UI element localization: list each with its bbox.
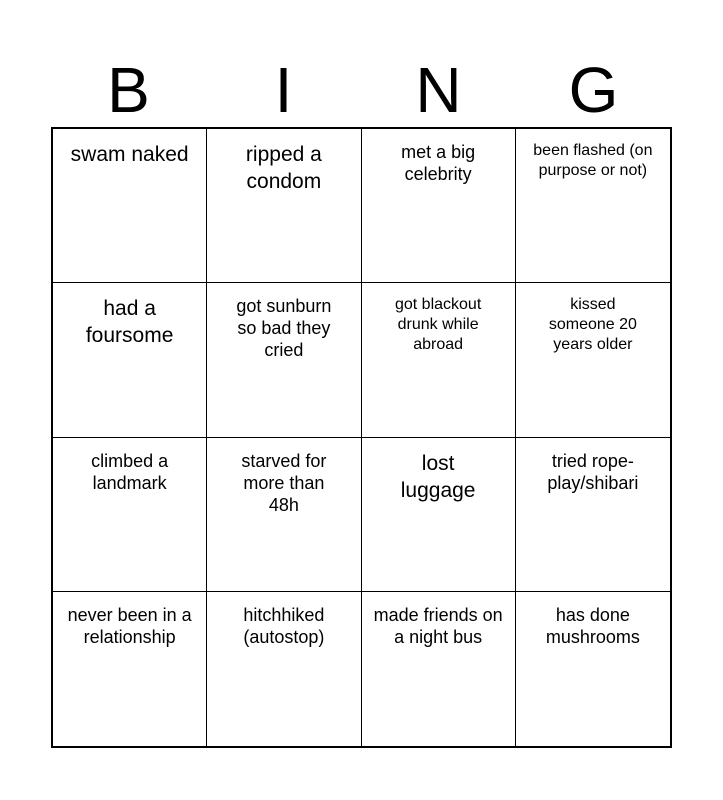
header-letter-b: B [107,54,150,126]
cell-label: got blackout drunk while abroad [394,296,482,354]
bingo-cell[interactable] [53,438,207,592]
cell-label: starved for more than 48h [241,450,327,515]
cell-label: has done mushrooms [545,604,640,647]
bingo-cell[interactable] [516,438,670,592]
bingo-cell[interactable] [53,592,207,746]
cell-label: had a foursome [85,297,174,348]
cell-label: climbed a landmark [91,450,169,493]
header-letter-n: N [415,54,462,126]
bingo-cell[interactable] [207,283,361,437]
bingo-cell[interactable] [362,438,516,592]
cell-label: never been in a relationship [67,604,192,647]
cell-label: got sunburn so bad they cried [236,296,332,361]
bingo-board [51,127,672,748]
cell-label: kissed someone 20 years older [548,296,637,354]
cell-label: been flashed (on purpose or not) [533,142,653,179]
header-letter-g: G [568,54,619,126]
cell-label: lost luggage [400,451,476,502]
bingo-cell[interactable] [362,283,516,437]
cell-label: tried rope-play/shibari [547,450,639,493]
cell-label: hitchhiked (autostop) [243,604,325,647]
bingo-cell[interactable] [516,129,670,283]
bingo-cell[interactable] [207,438,361,592]
bingo-header [51,52,671,128]
bingo-cell[interactable] [516,283,670,437]
cell-label: swam naked [70,143,189,166]
bingo-cell[interactable] [53,129,207,283]
bingo-cell[interactable] [53,283,207,437]
bingo-cell[interactable] [207,592,361,746]
bingo-cell[interactable] [207,129,361,283]
cell-label: met a big celebrity [401,142,476,184]
cell-label: made friends on a night bus [373,604,503,647]
cell-label: ripped a condom [245,143,322,193]
bingo-cell[interactable] [362,592,516,746]
bingo-cell[interactable] [516,592,670,746]
bingo-cell[interactable] [362,129,516,283]
header-letter-i: I [274,54,293,126]
